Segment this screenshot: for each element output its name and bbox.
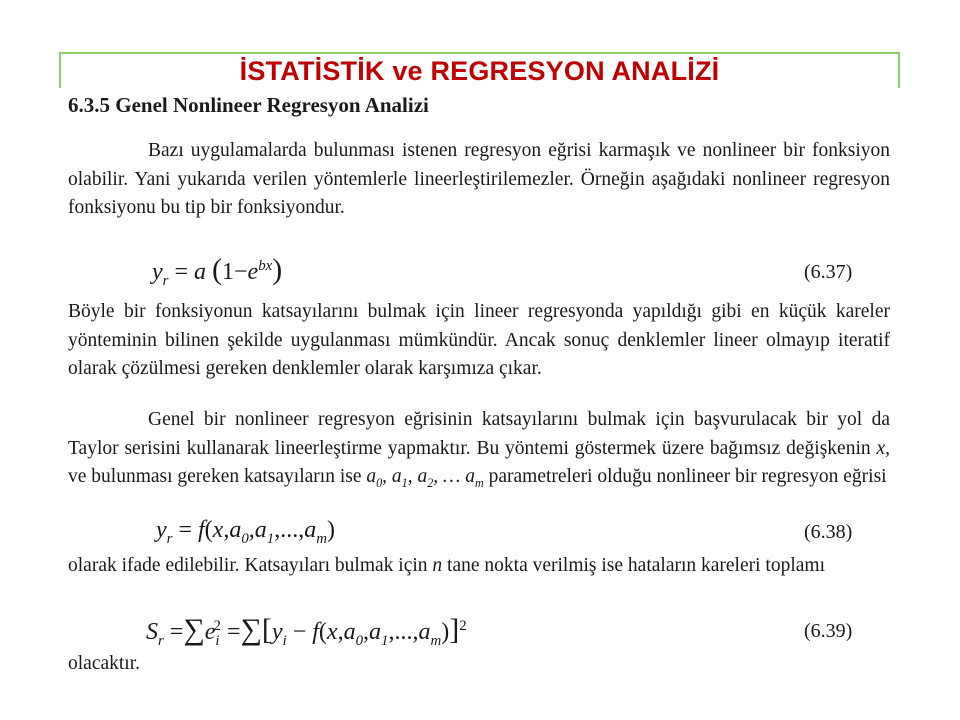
paragraph-4 [68,552,890,581]
closing-text: olacaktır. [68,653,141,674]
paragraph-3 [68,406,890,497]
equation-6-39: $S_r =\sum e_i^2 =\sum[y_i - f(x,a_0,a_1,...,a_m)]^2$ [146,613,467,649]
slide-title-frame [59,52,900,88]
slide-title: İSTATİSTİK ve REGRESYON ANALİZİ [239,56,720,86]
variable-x: x, [876,437,890,459]
equation-number-6-38: (6.38) [804,521,853,543]
equation-number-6-37: (6.37) [804,261,853,283]
paragraph-3-text-c: parametreleri olduğu nonlineer bir regresyon eğrisi [488,466,887,487]
paragraph-3-text-b: ve bulunması gereken katsayıların ise [68,466,362,487]
paragraph-3-text-a: Genel bir nonlineer regresyon eğrisinin katsayılarını bulmak için başvurulacak bir yol da Taylor serisini kullanarak lineerleştirme yapmaktır. Bu yöntemi göstermek üzere bağımsız değişkenin [68,409,890,459]
paragraph-1: Bazı uygulamalarda bulunması istenen regresyon eğrisi karmaşık ve nonlineer bir fonksiyon olabilir. Yani yukarıda verilen yöntemlerle lineerleştirilemezler. Örneğin aşağıdaki nonlineer regresyon fonksiyonu bu tip bir fonksiyondur. [68,140,890,218]
equation-number-6-39: (6.39) [804,620,853,642]
paragraph-4-text-a: olarak ifade edilebilir. Katsayıları bulmak için [68,555,428,576]
paragraph-4-text-b: tane nokta verilmiş ise hataların kareleri toplamı [447,555,825,576]
variable-n: n [432,555,443,576]
equation-6-38: $y_r = f(x,a_0,a_1,...,a_m)$ [156,517,335,547]
paragraph-2: Böyle bir fonksiyonun katsayılarını bulmak için lineer regresyonda yapıldığı gibi en küçük kareler yönteminin bilinen şekilde uygulanması mümkündür. Ancak sonuç denklemler lineer olmayıp iteratif olarak çözülmesi gereken denklemler olarak karşımıza çıkar. [68,301,890,379]
section-heading: 6.3.5 Genel Nonlineer Regresyon Analizi [68,93,429,117]
parameter-list: $a_0$, $a_1$, $a_2$, … $a_m$ [366,466,484,490]
equation-6-37: $y_r = a$ $(1-e^{bx})$ [152,253,283,289]
